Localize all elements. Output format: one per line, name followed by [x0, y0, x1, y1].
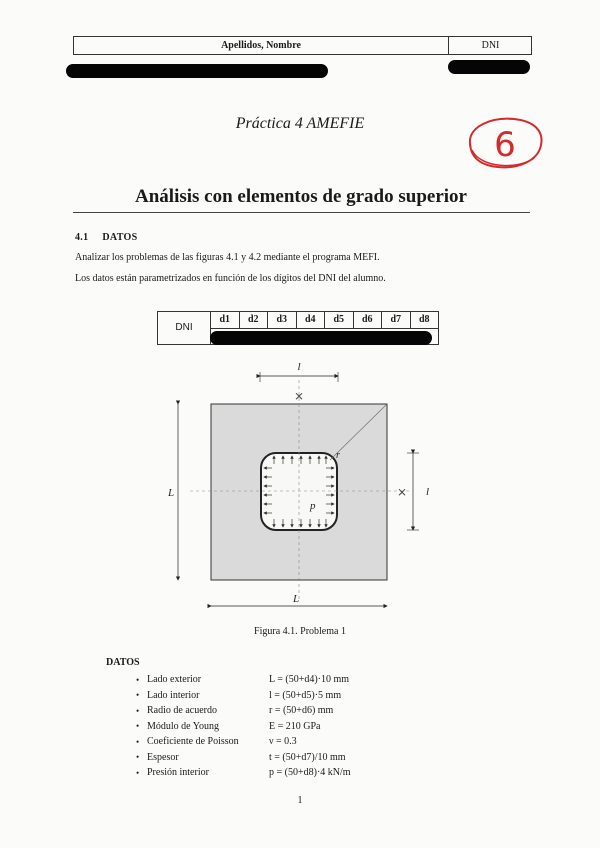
- datos-label: Lado exterior: [147, 674, 202, 686]
- datos-label: Módulo de Young: [147, 720, 219, 732]
- figure-caption: Figura 4.1. Problema 1: [254, 626, 346, 637]
- list-item: • Espesor t = (50+d7)/10 mm: [136, 751, 346, 763]
- list-item: • Coeficiente de Poisson ν = 0.3: [136, 736, 297, 748]
- datos-list: [136, 672, 351, 781]
- dni-label: DNI: [448, 37, 532, 54]
- datos-value: ν = 0.3: [269, 736, 297, 748]
- label-l-top: l: [297, 361, 301, 373]
- digit-cell: d4: [297, 312, 326, 328]
- datos-label: Lado interior: [147, 689, 200, 701]
- svg-text:⨯: ⨯: [293, 389, 305, 403]
- datos-label: Presión interior: [147, 767, 209, 779]
- datos-value: r = (50+d6) mm: [269, 705, 334, 717]
- datos-value: L = (50+d4)·10 mm: [269, 674, 350, 686]
- redacted-dni-digits: [210, 331, 432, 345]
- list-item: • Lado interior l = (50+d5)·5 mm: [136, 689, 342, 701]
- datos-value: l = (50+d5)·5 mm: [269, 689, 342, 701]
- name-label: Apellidos, Nombre: [221, 40, 301, 51]
- datos-label: Espesor: [147, 751, 179, 763]
- digit-cell: d2: [240, 312, 269, 328]
- paragraph-1: Analizar los problemas de las figuras 4.1 y 4.2 mediante el programa MEFI.: [75, 252, 380, 263]
- list-item: • Radio de acuerdo r = (50+d6) mm: [136, 705, 334, 717]
- header-table: [73, 36, 532, 55]
- datos-value: p = (50+d8)·4 kN/m: [269, 767, 351, 779]
- list-item: • Lado exterior L = (50+d4)·10 mm: [136, 674, 350, 686]
- figure-plate: [150, 360, 450, 622]
- section-heading: [75, 232, 151, 243]
- datos-heading: DATOS: [106, 657, 140, 668]
- grade-mark-text: 6: [494, 125, 516, 165]
- datos-value: E = 210 GPa: [269, 720, 321, 732]
- datos-label: Radio de acuerdo: [147, 705, 217, 717]
- section-title: DATOS: [102, 232, 138, 243]
- label-L-left: L: [168, 487, 175, 499]
- list-item: • Presión interior p = (50+d8)·4 kN/m: [136, 767, 351, 779]
- label-p: p: [310, 500, 316, 512]
- digit-cell: d6: [354, 312, 383, 328]
- dni-table-label: DNI: [158, 312, 211, 344]
- digit-cell: d7: [382, 312, 411, 328]
- digit-cell: d5: [325, 312, 354, 328]
- datos-label: Coeficiente de Poisson: [147, 736, 239, 748]
- digit-cell: d8: [418, 314, 430, 325]
- page-number: 1: [297, 795, 303, 806]
- label-r: r: [336, 450, 340, 461]
- label-L-bottom: L: [292, 593, 300, 605]
- practice-title: Práctica 4 AMEFIE: [235, 115, 365, 132]
- digit-cell: d3: [268, 312, 297, 328]
- grade-mark-icon: [462, 114, 546, 172]
- main-title: Análisis con elementos de grado superior: [135, 186, 467, 207]
- section-number: 4.1: [75, 232, 89, 243]
- svg-text:⨯: ⨯: [396, 485, 408, 499]
- label-l-right: l: [426, 486, 430, 498]
- title-rule: [73, 212, 530, 213]
- digit-cell: d1: [211, 312, 240, 328]
- paragraph-2: Los datos están parametrizados en función de los dígitos del DNI del alumno.: [75, 273, 386, 284]
- redacted-dni: [448, 60, 530, 74]
- datos-value: t = (50+d7)/10 mm: [269, 751, 346, 763]
- redacted-name: [66, 64, 328, 78]
- list-item: • Módulo de Young E = 210 GPa: [136, 720, 321, 732]
